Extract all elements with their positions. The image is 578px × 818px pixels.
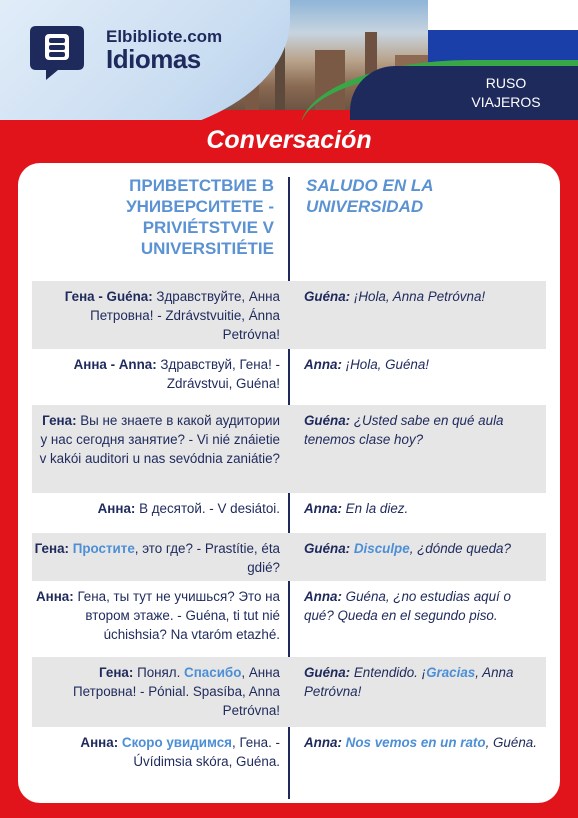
speaker-name: Guéna: xyxy=(304,665,351,680)
dialogue-text: , Guéna. xyxy=(485,735,537,750)
dialogue-text: , Anna Petróvna! xyxy=(304,665,514,699)
russian-line xyxy=(32,539,280,577)
speaker-name: Анна: xyxy=(35,589,74,604)
dialogue-text: En la diez. xyxy=(341,501,409,516)
dialogue-text: Guéna, ¿no estudias aquí o qué? Queda en el segundo piso. xyxy=(304,589,511,623)
dialogue-text: Здравствуй, Гена! - Zdrávstvui, Guéna! xyxy=(156,357,280,391)
russian-line xyxy=(32,587,280,644)
key-phrase: Спасибо xyxy=(184,665,242,680)
dialogue-text: , Анна Петровна! - Pónial. Spasíba, Anna Petróvna! xyxy=(72,665,280,718)
spanish-line xyxy=(304,733,540,752)
spanish-line xyxy=(304,663,540,701)
spanish-line xyxy=(304,287,540,306)
speaker-name: Guéna: xyxy=(304,413,351,428)
dialogue-text: ¿Usted sabe en qué aula tenemos clase hoy? xyxy=(304,413,504,447)
dialogue-row xyxy=(32,493,546,533)
dialogue-text: В десятой. - V desiátoi. xyxy=(135,501,280,516)
russian-line xyxy=(32,287,280,344)
dialogue-row xyxy=(32,581,546,657)
russian-column-heading: ПРИВЕТСТВИЕ В УНИВЕРСИТЕТЕ - PRIVIÉTSTVIE V UNIVERSITIÉTIE xyxy=(126,176,274,258)
key-phrase: Gracias xyxy=(426,665,476,680)
spanish-line xyxy=(304,355,540,374)
dialogue-row xyxy=(32,533,546,581)
spanish-line xyxy=(304,587,540,625)
speaker-name: Anna: xyxy=(304,589,342,604)
spanish-line xyxy=(304,499,540,518)
russian-line xyxy=(32,733,280,771)
dialogue-text: , Гена. - Úvídimsia skóra, Guéna. xyxy=(133,735,280,769)
course-level: VIAJEROS xyxy=(471,94,541,110)
key-phrase: Nos vemos en un rato xyxy=(345,735,486,750)
russian-line xyxy=(32,499,280,518)
dialogue-row xyxy=(32,405,546,493)
speaker-name: Anna: xyxy=(304,501,342,516)
dialogue-row xyxy=(32,281,546,349)
dialogue-text: Здравствуйте, Анна Петровна! - Zdrávstvuitie, Ánna Petróvna! xyxy=(90,289,280,342)
course-label xyxy=(447,74,565,112)
speaker-name: Anna: xyxy=(304,735,342,750)
dialogue-card xyxy=(18,163,560,803)
course-language: RUSO xyxy=(485,75,527,91)
speaker-name: Гена: xyxy=(98,665,134,680)
brand-name: Idiomas xyxy=(106,44,201,74)
speaker-name: Гена - Guéna: xyxy=(64,289,153,304)
dialogue-row xyxy=(32,349,546,405)
dialogue-row xyxy=(32,657,546,727)
dialogue-text: , ¿dónde queda? xyxy=(409,541,511,556)
dialogue-text: Понял. xyxy=(133,665,185,680)
russian-line xyxy=(32,663,280,720)
key-phrase: Простите xyxy=(72,541,135,556)
page-title: Conversación xyxy=(206,126,372,154)
dialogue-text: ¡Hola, Anna Petróvna! xyxy=(350,289,486,304)
speaker-name: Гена: xyxy=(42,413,77,428)
speaker-name: Анна: xyxy=(80,735,119,750)
spanish-line xyxy=(304,411,540,449)
dialogue-text: ¡Hola, Guéna! xyxy=(341,357,430,372)
header-banner xyxy=(0,0,578,120)
russian-line xyxy=(32,355,280,393)
dialogue-row xyxy=(32,727,546,799)
book-logo-icon xyxy=(28,22,86,82)
speaker-name: Guéna: xyxy=(304,541,351,556)
dialogue-text: Вы не знаете в какой аудитории у нас сегодня занятие? - Vi nié znáietie v kakói auditori u nas sevódnia zaniátie? xyxy=(39,413,280,466)
dialogue-text: , это где? - Prastítie, éta gdié? xyxy=(134,541,280,575)
speaker-name: Anna: xyxy=(304,357,342,372)
spanish-line xyxy=(304,539,540,558)
speaker-name: Анна: xyxy=(97,501,136,516)
brand-site-name: Elbibliote.com xyxy=(106,27,223,46)
speaker-name: Guéna: xyxy=(304,289,351,304)
speaker-name: Гена: xyxy=(34,541,69,556)
dialogue-text: Entendido. ¡ xyxy=(350,665,427,680)
spanish-column-heading: SALUDO EN LA UNIVERSIDAD xyxy=(306,176,433,216)
russian-line xyxy=(32,411,280,468)
key-phrase: Скоро увидимся xyxy=(121,735,232,750)
dialogue-text: Гена, ты тут не учишься? Это на втором этаже. - Guéna, ti tut nié úchishsia? Na vtaróm etazhé. xyxy=(73,589,280,642)
speaker-name: Анна - Anna: xyxy=(73,357,157,372)
key-phrase: Disculpe xyxy=(353,541,410,556)
